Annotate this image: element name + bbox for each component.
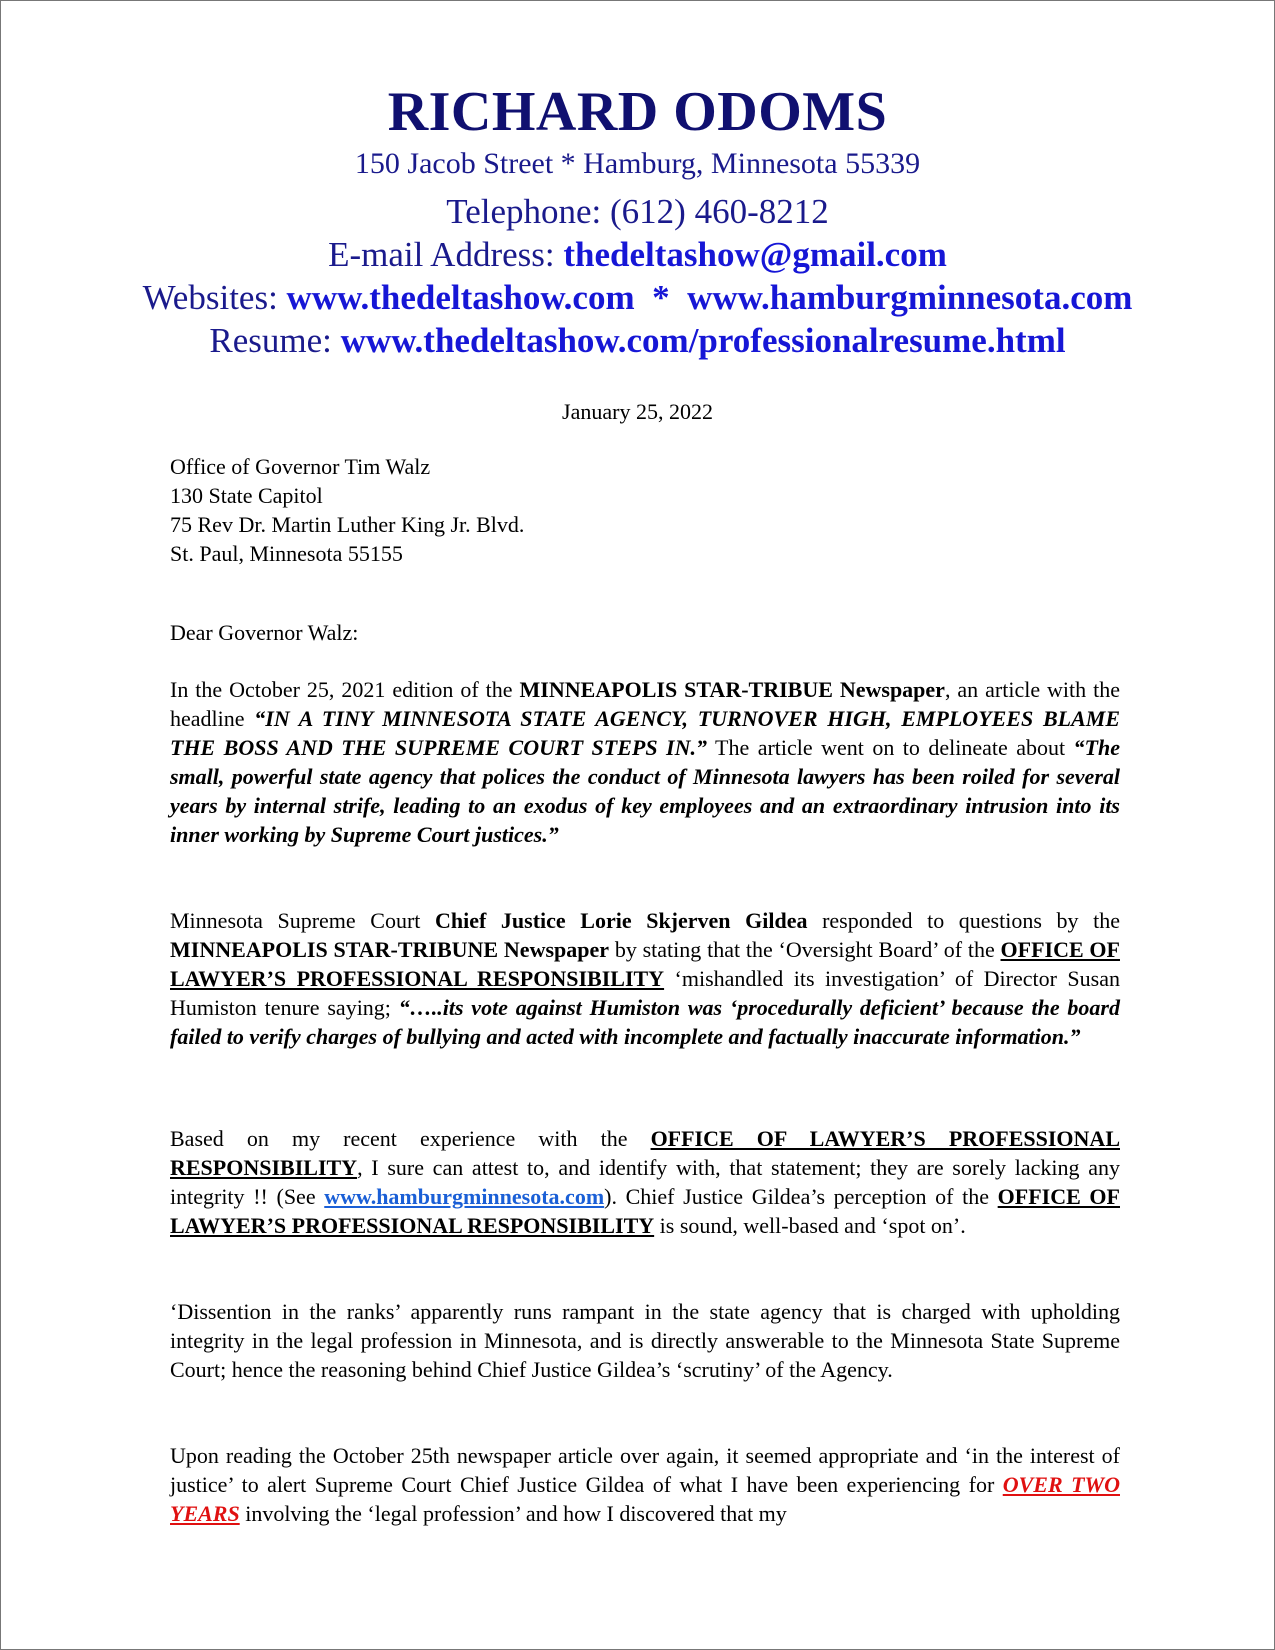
p3-text-3: ). Chief Justice Gildea’s perception of the bbox=[604, 1184, 998, 1209]
sender-resume-line bbox=[0, 319, 1275, 362]
salutation: Dear Governor Walz: bbox=[170, 620, 359, 645]
email-label: E-mail Address: bbox=[328, 235, 564, 274]
recipient-line-4: St. Paul, Minnesota 55155 bbox=[170, 541, 403, 566]
recipient-line-3: 75 Rev Dr. Martin Luther King Jr. Blvd. bbox=[170, 512, 525, 537]
p3-text-1: Based on my recent experience with the bbox=[170, 1126, 651, 1151]
p2-quote: “…..its vote against Humiston was ‘procedurally deficient’ because the board failed to verify charges of bullying and acted with incomplete and factually inaccurate information.” bbox=[170, 995, 1120, 1049]
letterhead bbox=[0, 80, 1275, 362]
paragraph-5 bbox=[170, 1441, 1120, 1528]
p2-newspaper-name: MINNEAPOLIS STAR-TRIBUNE Newspaper bbox=[170, 937, 610, 962]
p1-article-quote: “The small, powerful state agency that polices the conduct of Minnesota lawyers has been roiled for several years by internal strife, leading to an exodus of key employees and an extraordinary intrusion into its inner working by Supreme Court justices.” bbox=[170, 735, 1120, 847]
sender-name: RICHARD ODOMS bbox=[387, 81, 888, 143]
p3-agency-name-2: OFFICE OF LAWYER’S PROFESSIONAL RESPONSIBILITY bbox=[170, 1184, 1120, 1238]
recipient-line-2: 130 State Capitol bbox=[170, 483, 323, 508]
p2-chief-justice: Chief Justice Lorie Skjerven Gildea bbox=[435, 908, 808, 933]
paragraph-2 bbox=[170, 906, 1120, 1051]
website-link-1[interactable]: www.thedeltashow.com bbox=[286, 278, 635, 317]
p2-agency-name: OFFICE OF LAWYER’S PROFESSIONAL RESPONSIBILITY bbox=[170, 937, 1120, 991]
paragraph-1 bbox=[170, 675, 1120, 849]
p3-text-2: , I sure can attest to, and identify with, that statement; they are sorely lacking any integrity !! (See bbox=[170, 1155, 1120, 1209]
email-link[interactable]: thedeltashow@gmail.com bbox=[563, 235, 947, 274]
paragraph-4: ‘Dissention in the ranks’ apparently runs rampant in the state agency that is charged with upholding integrity in the legal profession in Minnesota, and is directly answerable to the Minnesota State Supreme Court; hence the reasoning behind Chief Justice Gildea’s ‘scrutiny’ of the Agency. bbox=[170, 1299, 1120, 1382]
p3-text-4: is sound, well-based and ‘spot on’. bbox=[654, 1213, 966, 1238]
p5-emphasis-red: OVER TWO YEARS bbox=[170, 1472, 1120, 1526]
p1-headline-quote: “IN A TINY MINNESOTA STATE AGENCY, TURNOVER HIGH, EMPLOYEES BLAME THE BOSS AND THE SUPREME COURT STEPS IN.” bbox=[170, 706, 1120, 760]
p1-text-1: In the October 25, 2021 edition of the bbox=[170, 677, 520, 702]
p1-newspaper-name: MINNEAPOLIS STAR-TRIBUE Newspaper bbox=[519, 677, 945, 702]
p5-text-2: involving the ‘legal profession’ and how I discovered that my bbox=[239, 1501, 787, 1526]
p1-text-3: The article went on to delineate about bbox=[706, 735, 1074, 760]
p2-text-1: Minnesota Supreme Court bbox=[170, 908, 435, 933]
p3-agency-name-1: OFFICE OF LAWYER’S PROFESSIONAL RESPONSIBILITY bbox=[170, 1126, 1120, 1180]
p5-text-1: Upon reading the October 25th newspaper article over again, it seemed appropriate and ‘in the interest of justice’ to alert Supreme Court Chief Justice Gildea of what I have been experiencing for bbox=[170, 1443, 1120, 1497]
resume-label: Resume: bbox=[209, 321, 341, 360]
website-link-2[interactable]: www.hamburgminnesota.com bbox=[687, 278, 1133, 317]
sender-telephone: Telephone: (612) 460-8212 bbox=[446, 192, 829, 231]
website-separator: * bbox=[634, 278, 688, 317]
sender-email-line bbox=[0, 233, 1275, 276]
p2-text-3: by stating that the ‘Oversight Board’ of the bbox=[609, 937, 1001, 962]
p2-text-2: responded to questions by the bbox=[807, 908, 1120, 933]
p3-website-link[interactable]: www.hamburgminnesota.com bbox=[324, 1184, 605, 1209]
websites-label: Websites: bbox=[142, 278, 287, 317]
p1-text-2: , an article with the headline bbox=[170, 677, 1120, 731]
recipient-line-1: Office of Governor Tim Walz bbox=[170, 454, 431, 479]
paragraph-3 bbox=[170, 1124, 1120, 1240]
p2-text-4: ‘mishandled its investigation’ of Director Susan Humiston tenure saying; bbox=[170, 966, 1120, 1020]
recipient-address bbox=[170, 452, 1120, 568]
resume-link[interactable]: www.thedeltashow.com/professionalresume.html bbox=[340, 321, 1066, 360]
sender-websites-line bbox=[0, 276, 1275, 319]
letter-date: January 25, 2022 bbox=[562, 399, 713, 424]
sender-address: 150 Jacob Street * Hamburg, Minnesota 55339 bbox=[354, 147, 921, 180]
